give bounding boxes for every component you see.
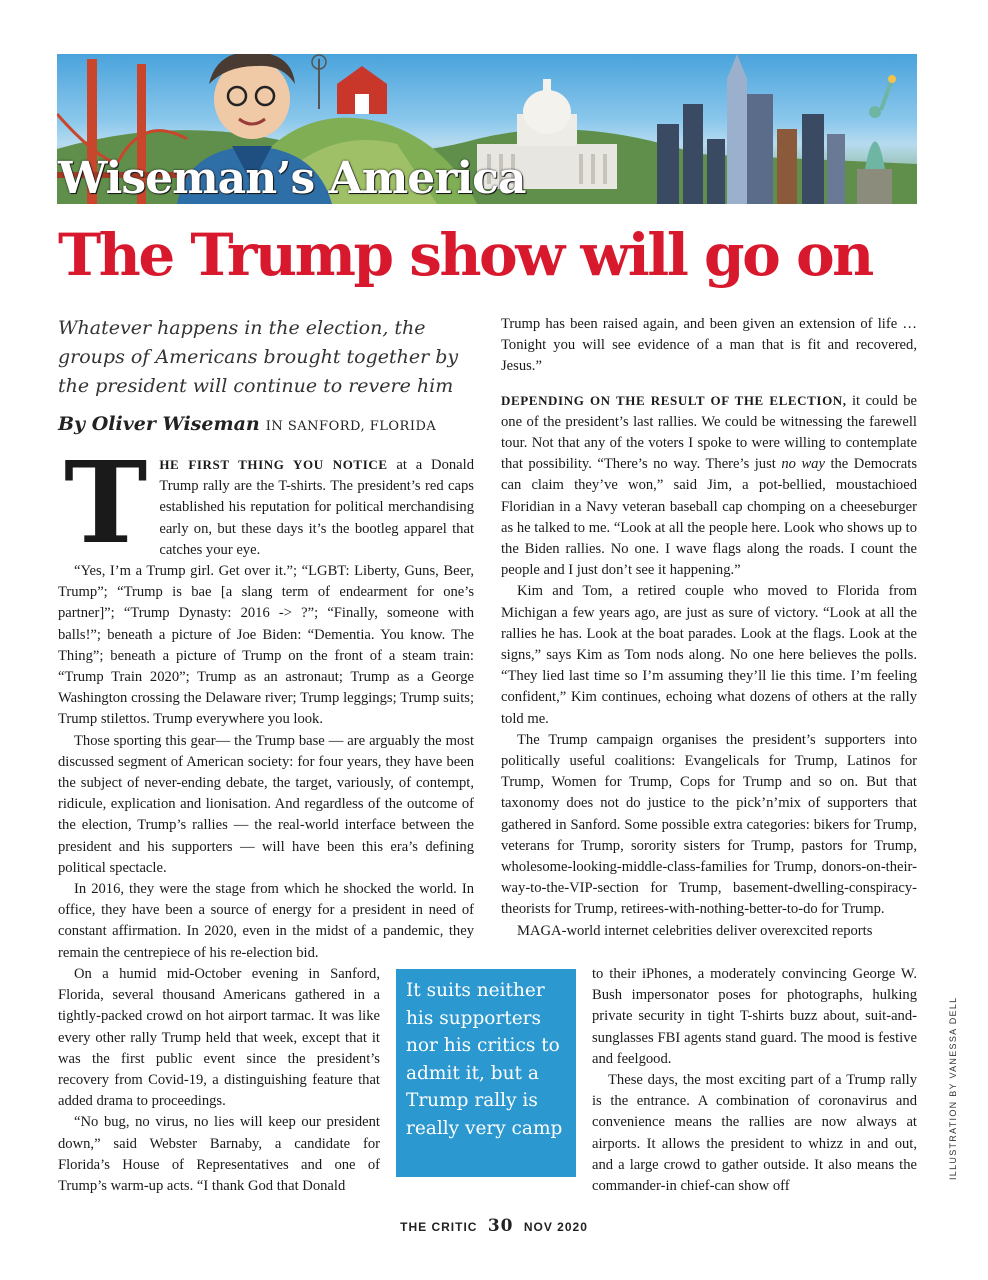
- paragraph: to their iPhones, a moderately convincing George W. Bush impersonator poses for photographs, hulking private security in tight T-shirts buzz about, suit-and-sunglasses FBI agents stand guard. The mood is festive and feelgood.: [592, 966, 917, 1067]
- body-column-right: [501, 314, 917, 942]
- body-column-right-lower: [592, 964, 917, 1197]
- paragraph-text: it could be one of the president’s last rallies. We could be witnessing the farewell tour. Not that any of the voters I spoke to were willing to contemplate that possibility. “There’s no way. There’s just: [501, 392, 917, 473]
- drop-cap: T: [64, 438, 148, 569]
- page-number: 30: [487, 1216, 514, 1236]
- standfirst: Whatever happens in the election, the groups of Americans brought together by the president will continue to revere him: [58, 317, 459, 397]
- illustration-credit: ILLUSTRATION BY VANESSA DELL: [948, 996, 958, 1180]
- magazine-name: THE CRITIC: [400, 1220, 478, 1234]
- paragraph-text: the Democrats can claim they’ve won,” said Jim, a pot-bellied, moustachioed Floridian in a Navy veteran baseball cap chomping on a cheeseburger as he talked to me. “Look at all the people here. Look who shows up to the Biden rallies. No one. I wave flags along the roads. I count the people and I just don’t see it happening.”: [501, 456, 917, 579]
- byline-place: IN SANFORD, FLORIDA: [265, 419, 437, 434]
- paragraph: MAGA-world internet celebrities deliver overexcited reports: [517, 922, 873, 939]
- issue-date: NOV 2020: [523, 1220, 588, 1234]
- paragraph: Kim and Tom, a retired couple who moved to Florida from Michigan a few years ago, are just as sure of victory. “Look at all the rallies he has. Look at the boat parades. Look at the flags. Look at the signs,” says Kim as Tom nods along. No one here believes the polls. “They lied last time so I’m assuming they’ll lie this time. I’m feeling confident,” Kim continues, echoing what dozens of others at the rally told me.: [501, 583, 917, 727]
- paragraph: “Yes, I’m a Trump girl. Get over it.”; “LGBT: Liberty, Guns, Beer, Trump”; “Trump is bae [a slang term of endearment for one’s partner]”; “Trump Dynasty: 2016 -> ?”; “Finally, someone with balls!”; beneath a picture of Joe Biden: “Dementia. You know. The Thing”; beneath a picture of Trump on the front of a steam train: “Trump Train 2020”; Trump as an astronaut; Trump as a George Washington crossing the Delaware river; Trump leggings; Trump suits; Trump stilettos. Trump everywhere you look.: [58, 563, 474, 728]
- pull-quote: It suits neither his supporters nor his critics to admit it, but a Trump rally is really very camp: [396, 969, 576, 1177]
- byline: [58, 410, 478, 441]
- section-caps: DEPENDING ON THE RESULT OF THE ELECTION,: [501, 392, 847, 408]
- section-title: Wiseman’s America: [58, 153, 526, 204]
- body-column-left: [58, 438, 474, 964]
- paragraph: These days, the most exciting part of a Trump rally is the entrance. A combination of coronavirus and convenience means the rallies are now always at airports. It allows the president to whizz in and out, and a large crowd to gather outside. It also means the commander-in chief-can show off: [592, 1072, 917, 1195]
- paragraph: The Trump campaign organises the president’s supporters into politically useful coalitions: Evangelicals for Trump, Latinos for Trump, Women for Trump, Cops for Trump and so on. But that taxonomy does not do justice to the pick’n’mix of supporters that gathered in Sanford. Some possible extra categories: bikers for Trump, veterans for Trump, sorority sisters for Trump, pastors for Trump, wholesome-looking-middle-class-families for Trump, donors-on-their-way-to-the-VIP-section for Trump, basement-dwelling-conspiracy-theorists for Trump, retirees-with-nothing-better-to-do for Trump.: [501, 731, 917, 918]
- paragraph: “No bug, no virus, no lies will keep our president down,” said Webster Barnaby, a candidate for Florida’s House of Representatives and one of Trump’s warm-up acts. “I thank God that Donald: [58, 1114, 380, 1195]
- body-column-left-lower: [58, 964, 380, 1197]
- lead-text: at a Donald Trump rally are the T-shirts. The president’s red caps established his reputation for political merchandising early on, but these days it’s the bootleg apparel that catches your eye.: [159, 457, 474, 558]
- emphasis: no way: [781, 456, 825, 473]
- lead-paragraph: [58, 438, 474, 569]
- byline-author: By Oliver Wiseman: [58, 413, 260, 435]
- paragraph: Trump has been raised again, and been given an extension of life … Tonight you will see evidence of a man that is fit and recovered, Jesus.”: [501, 316, 917, 375]
- paragraph: On a humid mid-October evening in Sanford, Florida, several thousand Americans gathered in a tightly-packed crowd on hot airport tarmac. It was like every other rally Trump held that week, except that it was the first public event since the president’s recovery from Covid-19, a distinguishing feature that added drama to proceedings.: [58, 966, 380, 1110]
- paragraph: Those sporting this gear— the Trump base — are arguably the most discussed segment of American society: for four years, they have been the subject of never-ending debate, the target, variously, of contempt, ridicule, explication and lionisation. And regardless of the outcome of the election, Trump’s rallies — the real-world interface between the president and his supporters — will have been this era’s defining political spectacle.: [58, 732, 474, 876]
- section-break-paragraph: [501, 390, 917, 582]
- paragraph: In 2016, they were the stage from which he shocked the world. In office, they have been a source of energy for a president in need of constant affirmation. In 2020, even in the midst of a pandemic, they remain the centrepiece of his re-election bid.: [58, 881, 474, 961]
- page-footer: [0, 1216, 988, 1236]
- lead-caps: HE FIRST THING YOU NOTICE: [159, 457, 388, 472]
- headline: The Trump show will go on: [58, 221, 872, 289]
